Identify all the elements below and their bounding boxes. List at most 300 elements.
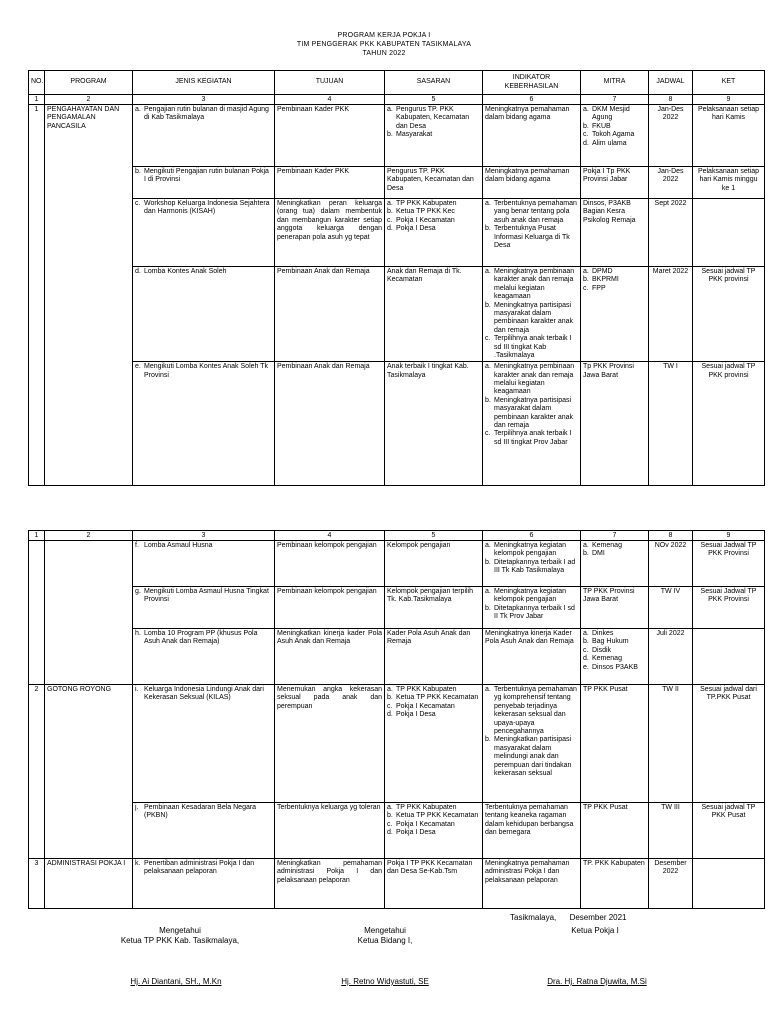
indikator-item xyxy=(485,268,578,302)
sasaran-item xyxy=(387,812,480,820)
sasaran-text: Pokja I Desa xyxy=(396,225,436,233)
cell-indikator xyxy=(483,105,581,167)
cell-ket: Pelaksanaan setiap hari Kamis xyxy=(693,105,765,167)
cell-ket: Pelaksanaan setiap hari Kamis minggu ke 1 xyxy=(693,167,765,199)
indikator-text: Ditetapkannya terbaik I ad III Tk Kab Tasikmalaya xyxy=(494,558,576,575)
cell-jenis-kegiatan xyxy=(133,105,275,167)
sasaran-item xyxy=(387,268,480,285)
cell-program xyxy=(45,267,133,362)
cell-no xyxy=(29,803,45,859)
table-row xyxy=(29,685,765,803)
list-marker: a. xyxy=(485,542,491,549)
cell-indikator xyxy=(483,803,581,859)
indikator-text: Terbentuknya pemahaman yang benar tentang pola asuh anak dan remaja xyxy=(494,200,577,224)
cell-jenis-kegiatan xyxy=(133,267,275,362)
col-header-jenis-kegiatan: JENIS KEGIATAN xyxy=(133,71,275,95)
kegiatan-text: Mengikuti Lomba Asmaul Husna Tingkat Provinsi xyxy=(144,588,269,604)
col-number: 4 xyxy=(275,531,385,541)
mitra-list xyxy=(583,686,646,694)
list-marker: e. xyxy=(583,663,589,671)
cell-mitra xyxy=(581,167,649,199)
cell-sasaran xyxy=(385,199,483,267)
sasaran-list xyxy=(387,860,480,877)
mitra-text: DMI xyxy=(592,550,605,558)
list-marker: a. xyxy=(485,686,491,693)
indikator-item xyxy=(485,860,578,885)
left-sign-label2: Ketua TP PKK Kab. Tasikmalaya, xyxy=(120,936,240,945)
cell-tujuan: Pembinaan Anak dan Remaja xyxy=(275,267,385,362)
cell-no xyxy=(29,267,45,362)
sasaran-item xyxy=(387,217,480,225)
list-marker: a. xyxy=(583,106,589,113)
col-number: 5 xyxy=(385,95,483,105)
sasaran-item xyxy=(387,200,480,208)
mitra-item xyxy=(583,123,646,131)
kegiatan-item xyxy=(135,588,272,605)
table-row xyxy=(29,803,765,859)
cell-no: 3 xyxy=(29,859,45,909)
list-marker: a. xyxy=(387,200,393,207)
place-date: Tasikmalaya, Desember 2021 xyxy=(510,913,627,922)
kegiatan-item xyxy=(135,542,272,550)
mitra-item xyxy=(583,200,646,225)
indikator-item xyxy=(485,225,578,250)
list-marker: b. xyxy=(485,604,491,612)
cell-jadwal: Maret 2022 xyxy=(649,267,693,362)
col-header-jadwal: JADWAL xyxy=(649,71,693,95)
kegiatan-list xyxy=(135,686,272,703)
list-marker: a. xyxy=(583,630,589,637)
cell-jenis-kegiatan xyxy=(133,803,275,859)
indikator-list xyxy=(485,268,578,360)
list-marker: c. xyxy=(485,335,491,343)
list-marker: b. xyxy=(583,276,589,284)
indikator-text: Meningkatnya partisipasi masyarakat dalam pembinaan karakter anak dan remaja xyxy=(494,301,573,334)
cell-jenis-kegiatan xyxy=(133,629,275,685)
table-row xyxy=(29,267,765,362)
indikator-list xyxy=(485,686,578,778)
list-marker: b. xyxy=(485,301,491,309)
list-marker: d. xyxy=(583,139,589,147)
cell-no xyxy=(29,629,45,685)
indikator-item xyxy=(485,106,578,123)
mitra-list xyxy=(583,106,646,148)
mitra-text: Alim ulama xyxy=(592,139,627,147)
sasaran-item xyxy=(387,686,480,694)
sasaran-text: Kelompok pengajian xyxy=(387,542,451,549)
cell-sasaran xyxy=(385,267,483,362)
cell-sasaran xyxy=(385,685,483,803)
sasaran-text: Pengurus TP. PKK Kabupaten, Kecamatan dan Desa xyxy=(396,106,470,130)
sasaran-item xyxy=(387,860,480,877)
mitra-item xyxy=(583,664,646,672)
mitra-text: Kemenag xyxy=(592,542,622,549)
list-marker: a. xyxy=(485,363,491,371)
cell-tujuan: Meningkatkan peran keluarga (orang tua) dalam membentuk dan membangun karakter setiap anggota keluarga dengan penerapan pola asuh yg tepat xyxy=(275,199,385,267)
list-marker: e. xyxy=(135,363,141,371)
kegiatan-list xyxy=(135,804,272,821)
sasaran-item xyxy=(387,804,480,812)
kegiatan-text: Lomba Kontes Anak Soleh xyxy=(144,268,227,275)
mitra-text: DPMD xyxy=(592,268,613,275)
sasaran-text: TP PKK Kabupaten xyxy=(396,804,457,811)
cell-ket: Sesuai jadwal TP PKK provinsi xyxy=(693,362,765,486)
mitra-text: Dinkes xyxy=(592,630,614,637)
kegiatan-item xyxy=(135,268,272,276)
col-header-program: PROGRAM xyxy=(45,71,133,95)
list-marker: b. xyxy=(135,168,141,175)
indikator-list xyxy=(485,200,578,250)
indikator-item xyxy=(485,302,578,336)
cell-ket: Sesuai Jadwal TP PKK Provinsi xyxy=(693,541,765,587)
kegiatan-list xyxy=(135,106,272,123)
indikator-item xyxy=(485,686,578,736)
kegiatan-text: Pembinaan Kesadaran Bela Negara (PKBN) xyxy=(144,804,257,820)
mid-sign-label2: Ketua Bidang I, xyxy=(357,936,413,945)
indikator-text: Meningkatnya pembinaan karakter anak dan remaja melalui kegiatan keagamaan xyxy=(494,363,575,396)
table-row xyxy=(29,362,765,486)
cell-jadwal: TW III xyxy=(649,803,693,859)
sasaran-item xyxy=(387,208,480,216)
list-marker: c. xyxy=(583,646,589,654)
sasaran-list xyxy=(387,363,480,380)
list-marker: b. xyxy=(583,638,589,646)
kegiatan-list xyxy=(135,542,272,550)
mitra-list xyxy=(583,542,646,559)
mitra-item xyxy=(583,638,646,646)
sasaran-item xyxy=(387,225,480,233)
list-marker: a. xyxy=(387,106,393,113)
cell-sasaran xyxy=(385,541,483,587)
kegiatan-item xyxy=(135,168,272,185)
cell-program xyxy=(45,167,133,199)
left-sign-label1: Mengetahui xyxy=(159,926,201,935)
indikator-text: Terpilihnya anak terbaik I sd III tingkat Kab .Tasikmalaya xyxy=(494,335,572,359)
col-header-indikator: INDIKATOR KEBERHASILAN xyxy=(483,71,581,95)
col-number: 6 xyxy=(483,95,581,105)
list-marker: a. xyxy=(387,804,393,811)
list-marker: b. xyxy=(485,225,491,233)
cell-tujuan: Pembinaan kelompok pengajian xyxy=(275,587,385,629)
sasaran-item xyxy=(387,711,480,719)
cell-mitra xyxy=(581,267,649,362)
list-marker: f. xyxy=(135,542,139,549)
cell-mitra xyxy=(581,629,649,685)
indikator-text: Meningkatnya pembinaan karakter anak dan remaja melalui kegiatan keagamaan xyxy=(494,268,575,301)
col-number: 5 xyxy=(385,531,483,541)
mitra-list xyxy=(583,168,646,185)
table-row xyxy=(29,629,765,685)
col-number: 3 xyxy=(133,531,275,541)
kegiatan-item xyxy=(135,686,272,703)
col-number: 7 xyxy=(581,95,649,105)
cell-program: ADMINISTRASI POKJA I xyxy=(45,859,133,909)
mitra-text: TP PKK Provinsi Jawa Barat xyxy=(583,588,635,604)
right-sign-name: Dra. Hj. Ratna Djuwita, M.Si xyxy=(547,977,647,986)
mitra-text: Bag Hukum xyxy=(592,638,629,646)
header-row xyxy=(29,71,765,95)
table-row xyxy=(29,105,765,167)
cell-program xyxy=(45,541,133,587)
doc-title-line3: TAHUN 2022 xyxy=(362,50,406,57)
kegiatan-item xyxy=(135,804,272,821)
kegiatan-list xyxy=(135,630,272,647)
cell-jenis-kegiatan xyxy=(133,685,275,803)
mitra-list xyxy=(583,363,646,380)
list-marker: d. xyxy=(387,829,393,837)
sasaran-list xyxy=(387,268,480,285)
col-number: 4 xyxy=(275,95,385,105)
cell-ket: Sesuai Jadwal TP PKK Provinsi xyxy=(693,587,765,629)
list-marker: k. xyxy=(135,860,141,867)
list-marker: b. xyxy=(583,550,589,558)
cell-tujuan: Menemukan angka kekerasan seksual pada anak dan perempuan xyxy=(275,685,385,803)
mitra-text: Dinsos, P3AKB Bagian Kesra Psikolog Remaja xyxy=(583,200,636,224)
sasaran-text: Ketua TP PKK Kec xyxy=(396,208,455,216)
mitra-text: TP. PKK Kabupaten xyxy=(583,860,645,867)
indikator-text: Terbentuknya pemahaman yg komprehensif tentang penyebab terjadinya kekerasan seksual dan upaya-upaya pencegahannya xyxy=(494,686,577,735)
sasaran-text: Ketua TP PKK Kecamatan xyxy=(396,812,479,820)
kegiatan-list xyxy=(135,200,272,217)
sasaran-item xyxy=(387,694,480,702)
cell-no xyxy=(29,199,45,267)
list-marker: i. xyxy=(135,686,139,693)
sasaran-item xyxy=(387,106,480,131)
sasaran-list xyxy=(387,588,480,605)
list-marker: h. xyxy=(135,630,141,637)
indikator-text: Meningkatnya partisipasi masyarakat dalam pembinaan karakter anak dan remaja xyxy=(494,396,573,430)
mitra-item xyxy=(583,630,646,638)
mitra-item xyxy=(583,686,646,694)
col-number: 1 xyxy=(29,531,45,541)
list-marker: d. xyxy=(387,225,393,233)
indikator-item xyxy=(485,588,578,605)
cell-jadwal: Juli 2022 xyxy=(649,629,693,685)
mitra-list xyxy=(583,268,646,293)
sasaran-list xyxy=(387,106,480,140)
indikator-list xyxy=(485,630,578,647)
left-sign-name: Hj. Ai Diantani, SH., M.Kn xyxy=(130,977,222,986)
cell-tujuan: Pembinaan Kader PKK xyxy=(275,105,385,167)
list-marker: a. xyxy=(135,106,141,113)
indikator-item xyxy=(485,736,578,778)
indikator-list xyxy=(485,804,578,838)
list-marker: j. xyxy=(135,804,139,811)
sasaran-item xyxy=(387,703,480,711)
indikator-list xyxy=(485,363,578,447)
sasaran-text: Masyarakat xyxy=(396,131,433,139)
cell-jadwal: Jan-Des 2022 xyxy=(649,167,693,199)
col-number: 2 xyxy=(45,95,133,105)
indikator-text: Meningkatnya pemahaman dalam bidang agama xyxy=(485,168,570,184)
mid-sign-name: Hj. Retno Widyastuti, SE xyxy=(341,977,429,986)
mitra-item xyxy=(583,268,646,276)
mitra-text: Kemenag xyxy=(592,655,622,663)
cell-indikator xyxy=(483,685,581,803)
cell-indikator xyxy=(483,167,581,199)
sasaran-list xyxy=(387,630,480,647)
indikator-list xyxy=(485,168,578,185)
table-row xyxy=(29,199,765,267)
list-marker: a. xyxy=(583,542,589,549)
cell-tujuan: Terbentuknya keluarga yg toleran xyxy=(275,803,385,859)
cell-jenis-kegiatan xyxy=(133,541,275,587)
cell-jenis-kegiatan xyxy=(133,167,275,199)
sasaran-text: TP PKK Kabupaten xyxy=(396,686,457,693)
mitra-text: Pokja I Tp PKK Provinsi Jabar xyxy=(583,168,631,184)
mitra-item xyxy=(583,276,646,284)
cell-sasaran xyxy=(385,587,483,629)
indikator-text: Ditetapkannya terbaik I sd II Tk Prov Jabar xyxy=(494,604,575,621)
col-number: 9 xyxy=(693,95,765,105)
indikator-text: Meningkatnya kegiatan kelompok pengajian xyxy=(494,542,566,558)
sasaran-list xyxy=(387,168,480,193)
cell-program xyxy=(45,629,133,685)
cell-sasaran xyxy=(385,859,483,909)
cell-sasaran xyxy=(385,629,483,685)
cell-jadwal: NOv 2022 xyxy=(649,541,693,587)
sasaran-text: Anak terbaik I tingkat Kab. Tasikmalaya xyxy=(387,363,469,379)
list-marker: b. xyxy=(485,396,491,404)
kegiatan-text: Workshop Keluarga Indonesia Sejahtera dan Harmonis (KISAH) xyxy=(144,200,270,216)
mitra-item xyxy=(583,542,646,550)
indikator-item xyxy=(485,168,578,185)
cell-jenis-kegiatan xyxy=(133,362,275,486)
cell-mitra xyxy=(581,685,649,803)
sasaran-text: Pokja I Kecamatan xyxy=(396,702,455,710)
cell-tujuan: Pembinaan Kader PKK xyxy=(275,167,385,199)
mitra-list xyxy=(583,588,646,605)
sasaran-item xyxy=(387,168,480,193)
col-number: 3 xyxy=(133,95,275,105)
cell-ket xyxy=(693,199,765,267)
cell-indikator xyxy=(483,541,581,587)
mitra-text: TP PKK Pusat xyxy=(583,686,628,693)
cell-indikator xyxy=(483,587,581,629)
sasaran-text: Pokja I Kecamatan xyxy=(396,820,455,828)
mitra-text: Tp PKK Provinsi Jawa Barat xyxy=(583,363,634,379)
list-marker: b. xyxy=(485,736,491,744)
list-marker: c. xyxy=(387,820,393,828)
indikator-text: Terpilihnya anak terbaik I sd III tingkat Prov Jabar xyxy=(494,430,572,446)
mitra-text: BKPRMI xyxy=(592,276,619,284)
indikator-item xyxy=(485,542,578,559)
indikator-item xyxy=(485,363,578,397)
list-marker: a. xyxy=(485,200,491,207)
col-number: 1 xyxy=(29,95,45,105)
mitra-list xyxy=(583,630,646,672)
sasaran-text: Pokja I Desa xyxy=(396,711,436,719)
list-marker: c. xyxy=(583,131,589,139)
list-marker: c. xyxy=(485,430,491,438)
kegiatan-text: Keluarga Indonesia Lindungi Anak dari Kekerasan Seksual (KILAS) xyxy=(144,686,264,702)
kegiatan-list xyxy=(135,363,272,380)
cell-indikator xyxy=(483,199,581,267)
indikator-item xyxy=(485,559,578,576)
cell-indikator xyxy=(483,859,581,909)
list-marker: b. xyxy=(387,812,393,820)
cell-ket xyxy=(693,629,765,685)
kegiatan-text: Mengikuti Lomba Kontes Anak Soleh Tk Provinsi xyxy=(144,363,269,379)
sasaran-item xyxy=(387,588,480,605)
cell-jenis-kegiatan xyxy=(133,587,275,629)
kegiatan-text: Lomba 10 Program PP (khusus Pola Asuh Anak dan Remaja) xyxy=(144,630,258,646)
right-sign-label: Ketua Pokja I xyxy=(571,926,619,935)
sasaran-text: Pokja I Kecamatan xyxy=(396,216,455,224)
mitra-text: FPP xyxy=(592,284,606,292)
cell-ket: Sesuai jadwal TP PKK provinsi xyxy=(693,267,765,362)
kegiatan-list xyxy=(135,588,272,605)
sasaran-item xyxy=(387,363,480,380)
sasaran-text: Pengurus TP. PKK Kabupaten, Kecamatan dan Desa xyxy=(387,168,474,192)
list-marker: b. xyxy=(583,122,589,130)
column-number-row xyxy=(29,95,765,105)
cell-jadwal: Desember 2022 xyxy=(649,859,693,909)
kegiatan-text: Lomba Asmaul Husna xyxy=(144,542,213,549)
list-marker: a. xyxy=(387,686,393,693)
list-marker: d. xyxy=(135,268,141,275)
table-row xyxy=(29,859,765,909)
mitra-item xyxy=(583,655,646,663)
indikator-item xyxy=(485,200,578,225)
mitra-text: DKM Mesjid Agung xyxy=(592,106,630,122)
cell-indikator xyxy=(483,267,581,362)
indikator-text: Meningkatkan partisipasi masyarakat dalam melindungi anak dan perempuan dari tindakan kekerasan seksual xyxy=(494,736,572,777)
cell-program xyxy=(45,587,133,629)
sasaran-text: Pokja I TP PKK Kecamatan dan Desa Se-Kab.Tsm xyxy=(387,860,473,876)
col-number: 8 xyxy=(649,95,693,105)
indikator-item xyxy=(485,630,578,647)
indikator-item xyxy=(485,804,578,838)
sasaran-list xyxy=(387,804,480,838)
mitra-list xyxy=(583,804,646,812)
list-marker: c. xyxy=(135,200,141,207)
sasaran-item xyxy=(387,821,480,829)
kegiatan-item xyxy=(135,860,272,877)
cell-no xyxy=(29,541,45,587)
mitra-item xyxy=(583,588,646,605)
kegiatan-text: Mengikuti Pengajian rutin bulanan Pokja I di Provinsi xyxy=(144,168,269,184)
indikator-text: Terbentuknya pemahaman tentang keaneka ragaman dalam kehidupan berbangsa dan bernegara xyxy=(485,804,574,837)
mitra-list xyxy=(583,860,646,868)
col-number: 6 xyxy=(483,531,581,541)
cell-tujuan: Pembinaan Anak dan Remaja xyxy=(275,362,385,486)
cell-jadwal: Sept 2022 xyxy=(649,199,693,267)
kegiatan-list xyxy=(135,860,272,877)
list-marker: a. xyxy=(485,588,491,595)
cell-ket: Sesuai jadwal dari TP.PKK Pusat xyxy=(693,685,765,803)
cell-program xyxy=(45,362,133,486)
cell-tujuan: Meningkatkan kinerja kader Pola Asuh Anak dan Remaja xyxy=(275,629,385,685)
indikator-list xyxy=(485,588,578,622)
cell-jadwal: TW II xyxy=(649,685,693,803)
list-marker: b. xyxy=(485,558,491,566)
indikator-text: Meningkatnya pemahaman dalam bidang agama xyxy=(485,106,570,122)
mitra-item xyxy=(583,647,646,655)
cell-jenis-kegiatan xyxy=(133,199,275,267)
cell-sasaran xyxy=(385,105,483,167)
cell-no: 1 xyxy=(29,105,45,167)
indikator-text: Terbentuknya Pusat Informasi Keluarga di Tk Desa xyxy=(494,225,570,249)
mitra-item xyxy=(583,860,646,868)
kegiatan-text: Pengajian rutin bulanan di masjid Agung di Kab Tasikmalaya xyxy=(144,106,269,122)
sasaran-list xyxy=(387,686,480,720)
mitra-text: Dinsos P3AKB xyxy=(592,663,638,671)
program-table-page2 xyxy=(28,530,765,909)
cell-mitra xyxy=(581,541,649,587)
indikator-item xyxy=(485,605,578,622)
sasaran-list xyxy=(387,200,480,234)
